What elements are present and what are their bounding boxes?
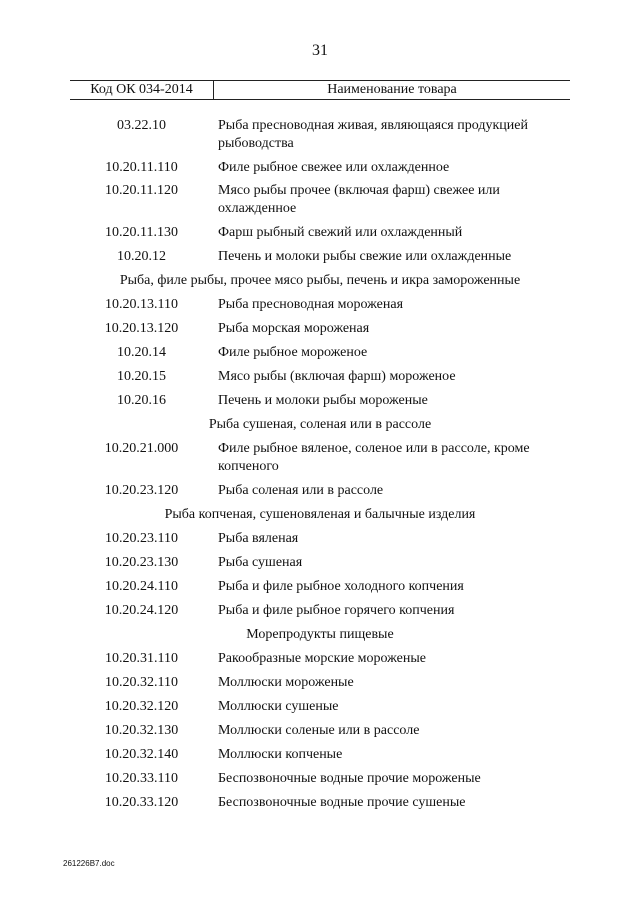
table-row	[70, 674, 570, 692]
table-row	[70, 530, 570, 548]
product-code: 10.20.13.120	[104, 321, 179, 336]
product-code: 10.20.11.110	[105, 160, 178, 175]
product-code: 10.20.15	[117, 369, 166, 384]
product-name: Рыба соленая или в рассоле	[218, 483, 384, 498]
product-code: 10.20.33.110	[105, 771, 178, 786]
product-code: 10.20.32.130	[104, 723, 179, 738]
table-row	[70, 578, 570, 596]
product-name: Рыба вяленая	[218, 531, 299, 546]
product-code: 03.22.10	[117, 118, 166, 133]
product-name: Рыба и филе рыбное горячего копчения	[218, 603, 455, 618]
product-code: 10.20.32.110	[105, 675, 178, 690]
product-code: 10.20.23.120	[104, 483, 179, 498]
product-name: Мясо рыбы (включая фарш) мороженое	[218, 369, 456, 384]
section-heading: Морепродукты пищевые	[246, 627, 394, 642]
table-row	[70, 224, 570, 242]
product-code: 10.20.11.120	[105, 183, 178, 198]
product-name: Печень и молоки рыбы мороженые	[218, 393, 428, 408]
product-code: 10.20.33.120	[104, 795, 179, 810]
product-code: 10.20.24.120	[104, 603, 179, 618]
product-code: 10.20.23.130	[104, 555, 179, 570]
product-name: Филе рыбное свежее или охлажденное	[218, 160, 450, 175]
product-code: 10.20.13.110	[105, 297, 178, 312]
product-code: 10.20.14	[117, 345, 166, 360]
table-row	[70, 602, 570, 620]
table-row	[70, 482, 570, 500]
product-name: Рыба пресноводная мороженая	[218, 297, 404, 312]
product-code: 10.20.11.130	[105, 225, 178, 240]
table-row	[70, 770, 570, 788]
table-row	[70, 650, 570, 668]
product-name: Беспозвоночные водные прочие мороженые	[218, 771, 481, 786]
table-body	[70, 117, 570, 812]
product-name: Рыба сушеная	[218, 555, 303, 570]
table-header	[70, 80, 570, 100]
product-code: 10.20.32.120	[104, 699, 179, 714]
product-name: Филе рыбное мороженое	[218, 345, 368, 360]
product-code: 10.20.12	[117, 249, 166, 264]
table-row	[70, 182, 570, 218]
product-code: 10.20.23.110	[105, 531, 178, 546]
header-code-column: Код ОК 034-2014	[90, 82, 193, 97]
table-row	[70, 159, 570, 177]
table-row	[70, 698, 570, 716]
table-row	[70, 746, 570, 764]
product-name: Филе рыбное вяленое, соленое или в рассоле, кроме копченого	[218, 441, 530, 474]
product-name: Печень и молоки рыбы свежие или охлажденные	[218, 249, 512, 264]
product-name: Моллюски соленые или в рассоле	[218, 723, 420, 738]
product-name: Моллюски мороженые	[218, 675, 354, 690]
table-row	[70, 296, 570, 314]
product-name: Рыба и филе рыбное холодного копчения	[218, 579, 464, 594]
document-filename: 261226B7.doc	[63, 859, 115, 868]
product-name: Ракообразные морские мороженые	[218, 651, 426, 666]
header-bottom-rule	[70, 99, 570, 100]
table-row	[70, 722, 570, 740]
product-name: Рыба пресноводная живая, являющаяся продукцией рыбоводства	[218, 118, 528, 151]
table-row	[70, 344, 570, 362]
table-row	[70, 554, 570, 572]
section-heading: Рыба сушеная, соленая или в рассоле	[208, 417, 432, 432]
table-row	[70, 248, 570, 266]
table-row	[70, 440, 570, 476]
product-code: 10.20.32.140	[104, 747, 179, 762]
table-row	[70, 320, 570, 338]
header-name-column: Наименование товара	[327, 82, 457, 97]
product-code: 10.20.24.110	[105, 579, 178, 594]
product-code: 10.20.31.110	[105, 651, 178, 666]
product-name: Моллюски сушеные	[218, 699, 339, 714]
product-code: 10.20.21.000	[104, 441, 179, 456]
product-code: 10.20.16	[117, 393, 166, 408]
section-heading: Рыба копченая, сушеновяленая и балычные изделия	[164, 507, 476, 522]
page-number: 31	[312, 42, 328, 59]
header-top-rule	[70, 80, 570, 81]
table-row	[70, 368, 570, 386]
table-row	[70, 794, 570, 812]
table-row	[70, 117, 570, 153]
product-name: Моллюски копченые	[218, 747, 343, 762]
product-name: Рыба морская мороженая	[218, 321, 370, 336]
section-heading: Рыба, филе рыбы, прочее мясо рыбы, печень и икра замороженные	[119, 273, 521, 288]
product-name: Беспозвоночные водные прочие сушеные	[218, 795, 466, 810]
table-row	[70, 392, 570, 410]
product-name: Фарш рыбный свежий или охлажденный	[218, 225, 463, 240]
product-name: Мясо рыбы прочее (включая фарш) свежее или охлажденное	[218, 183, 500, 216]
